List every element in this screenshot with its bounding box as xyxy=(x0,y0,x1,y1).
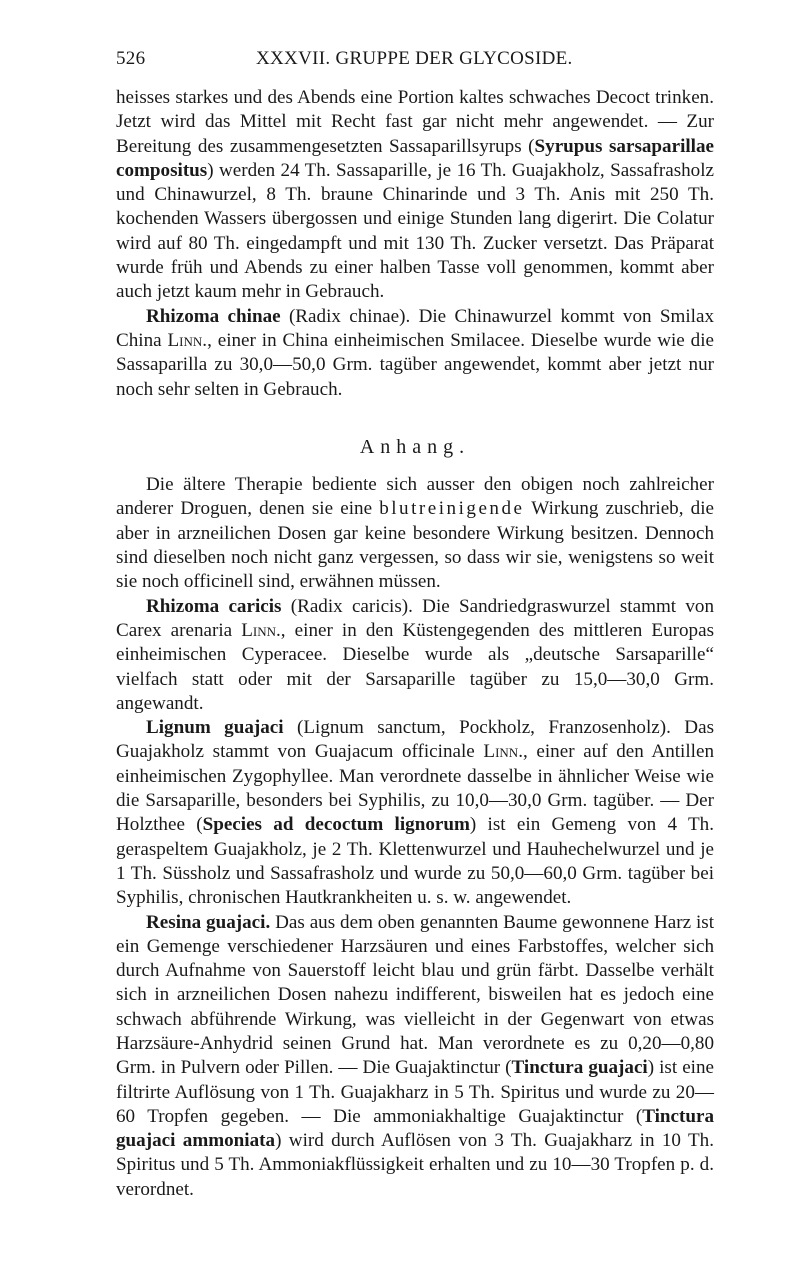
book-page xyxy=(116,48,714,1202)
author-abbrev: Linn. xyxy=(241,619,281,641)
paragraph-rhizoma-caricis: Rhizoma caricis (Radix caricis). Die Sandriedgraswurzel stammt von Carex arenaria Linn., einer in den Küstengegenden des mittleren Europas einheimischen Cyperacee. Dieselbe wurde als „deutsche Sarsaparille“ vielfach statt oder mit der Sarsaparille tagüber zu 15,0—30,0 Grm. angewandt. xyxy=(116,595,714,714)
paragraph-resina-guajaci: Resina guajaci. Das aus dem oben genannten Baume gewonnene Harz ist ein Gemenge verschiedener Harzsäuren und eines Farbstoffes, welcher sich durch Aufnahme von Sauerstoff leicht blau und grün färbt. Dasselbe verhält sich in arzneilichen Dosen nahezu indifferent, bisweilen hat es jedoch eine schwach abführende Wirkung, was vielleicht in der Gegenwart von etwas Harzsäure-Anhydrid seinen Grund hat. Man verordnete es zu 0,20—0,80 Grm. in Pulvern oder Pillen. — Die Guajaktinctur (Tinctura guajaci) ist eine filtrirte Auflösung von 1 Th. Guajakharz in 5 Th. Spiritus und wurde zu 20—60 Tropfen gegeben. — Die ammoniakhaltige Guajaktinctur (Tinctura guajaci ammoniata) wird durch Auflösen von 3 Th. Guajakharz in 10 Th. Spiritus und 5 Th. Ammoniakflüssigkeit erhalten und zu 10—30 Tropfen p. d. verordnet. xyxy=(116,911,715,1200)
term-tinctura-guajaci-ammoniata: Tinctura guajaci ammoniata xyxy=(116,1105,714,1152)
page-number: 526 xyxy=(116,48,146,69)
section-heading-anhang: Anhang. xyxy=(359,435,471,458)
page-header xyxy=(116,48,714,78)
term-resina-guajaci: Resina guajaci. xyxy=(146,911,271,933)
running-head: XXXVII. GRUPPE DER GLYCOSIDE. xyxy=(256,48,573,69)
emphasis-blutreinigende: blutreinigende xyxy=(379,498,525,520)
term-tinctura-guajaci: Tinctura guajaci xyxy=(511,1057,648,1079)
term-rhizoma-caricis: Rhizoma caricis xyxy=(146,595,282,617)
author-abbrev: Linn. xyxy=(167,329,208,351)
term-species-ad-decoctum: Species ad decoctum lignorum xyxy=(202,814,470,836)
author-abbrev: Linn. xyxy=(483,741,523,763)
paragraph-syrupus: heisses starkes und des Abends eine Portion kaltes schwaches Decoct trinken. Jetzt wird das Mittel mit Recht fast gar nicht mehr angewendet. — Zur Bereitung des zusammengesetzten Sassaparillsyrups (Syrupus sarsaparillae compositus) werden 24 Th. Sassaparille, je 16 Th. Guajakholz, Sassafrasholz und Chinawurzel, 8 Th. braune Chinarinde und 3 Th. Anis mit 250 Th. kochenden Wassers übergossen und einige Stunden lang digerirt. Die Colatur wird auf 80 Th. eingedampft und mit 130 Th. Zucker versetzt. Das Präparat wurde früh und Abends zu einer halben Tasse voll genommen, kommt aber auch jetzt kaum mehr in Gebrauch. xyxy=(116,87,715,303)
term-rhizoma-chinae: Rhizoma chinae xyxy=(146,305,281,327)
paragraph-lignum-guajaci: Lignum guajaci (Lignum sanctum, Pockholz, Franzosenholz). Das Guajakholz stammt von Guajacum officinale Linn., einer auf den Antillen einheimischen Zygophyllee. Man verordnete dasselbe in ähnlicher Weise wie die Sarsaparille, besonders bei Syphilis, zu 10,0—30,0 Grm. tagüber. — Der Holzthee (Species ad decoctum lignorum) ist ein Gemeng von 4 Th. geraspeltem Guajakholz, je 2 Th. Klettenwurzel und Hauhechelwurzel und je 1 Th. Süssholz und Sassafrasholz und wurde zu 50,0—60,0 Grm. tagüber bei Syphilis, chronischen Hautkrankheiten u. s. w. angewendet. xyxy=(116,717,714,909)
term-syrupus-sarsaparillae: Syrupus sarsaparillae compositus xyxy=(116,135,715,181)
paragraph-rhizoma-chinae: Rhizoma chinae (Radix chinae). Die Chinawurzel kommt von Smilax China Linn., einer in China einheimischen Smilacee. Dieselbe wurde wie die Sassaparilla zu 30,0—50,0 Grm. tagüber angewendet, kommt aber jetzt nur noch sehr selten in Gebrauch. xyxy=(116,305,715,400)
body-text xyxy=(116,86,714,1202)
paragraph-intro-anhang: Die ältere Therapie bediente sich ausser den obigen noch zahlreicher anderer Droguen, denen sie eine blutreinigende Wirkung zuschrieb, die aber in arzneilichen Dosen gar keine besondere Wirkung besitzen. Dennoch sind dieselben noch nicht ganz vergessen, so dass wir sie, wenigstens so weit sie noch officinell sind, erwähnen müssen. xyxy=(116,474,714,593)
term-lignum-guajaci: Lignum guajaci xyxy=(146,717,284,739)
